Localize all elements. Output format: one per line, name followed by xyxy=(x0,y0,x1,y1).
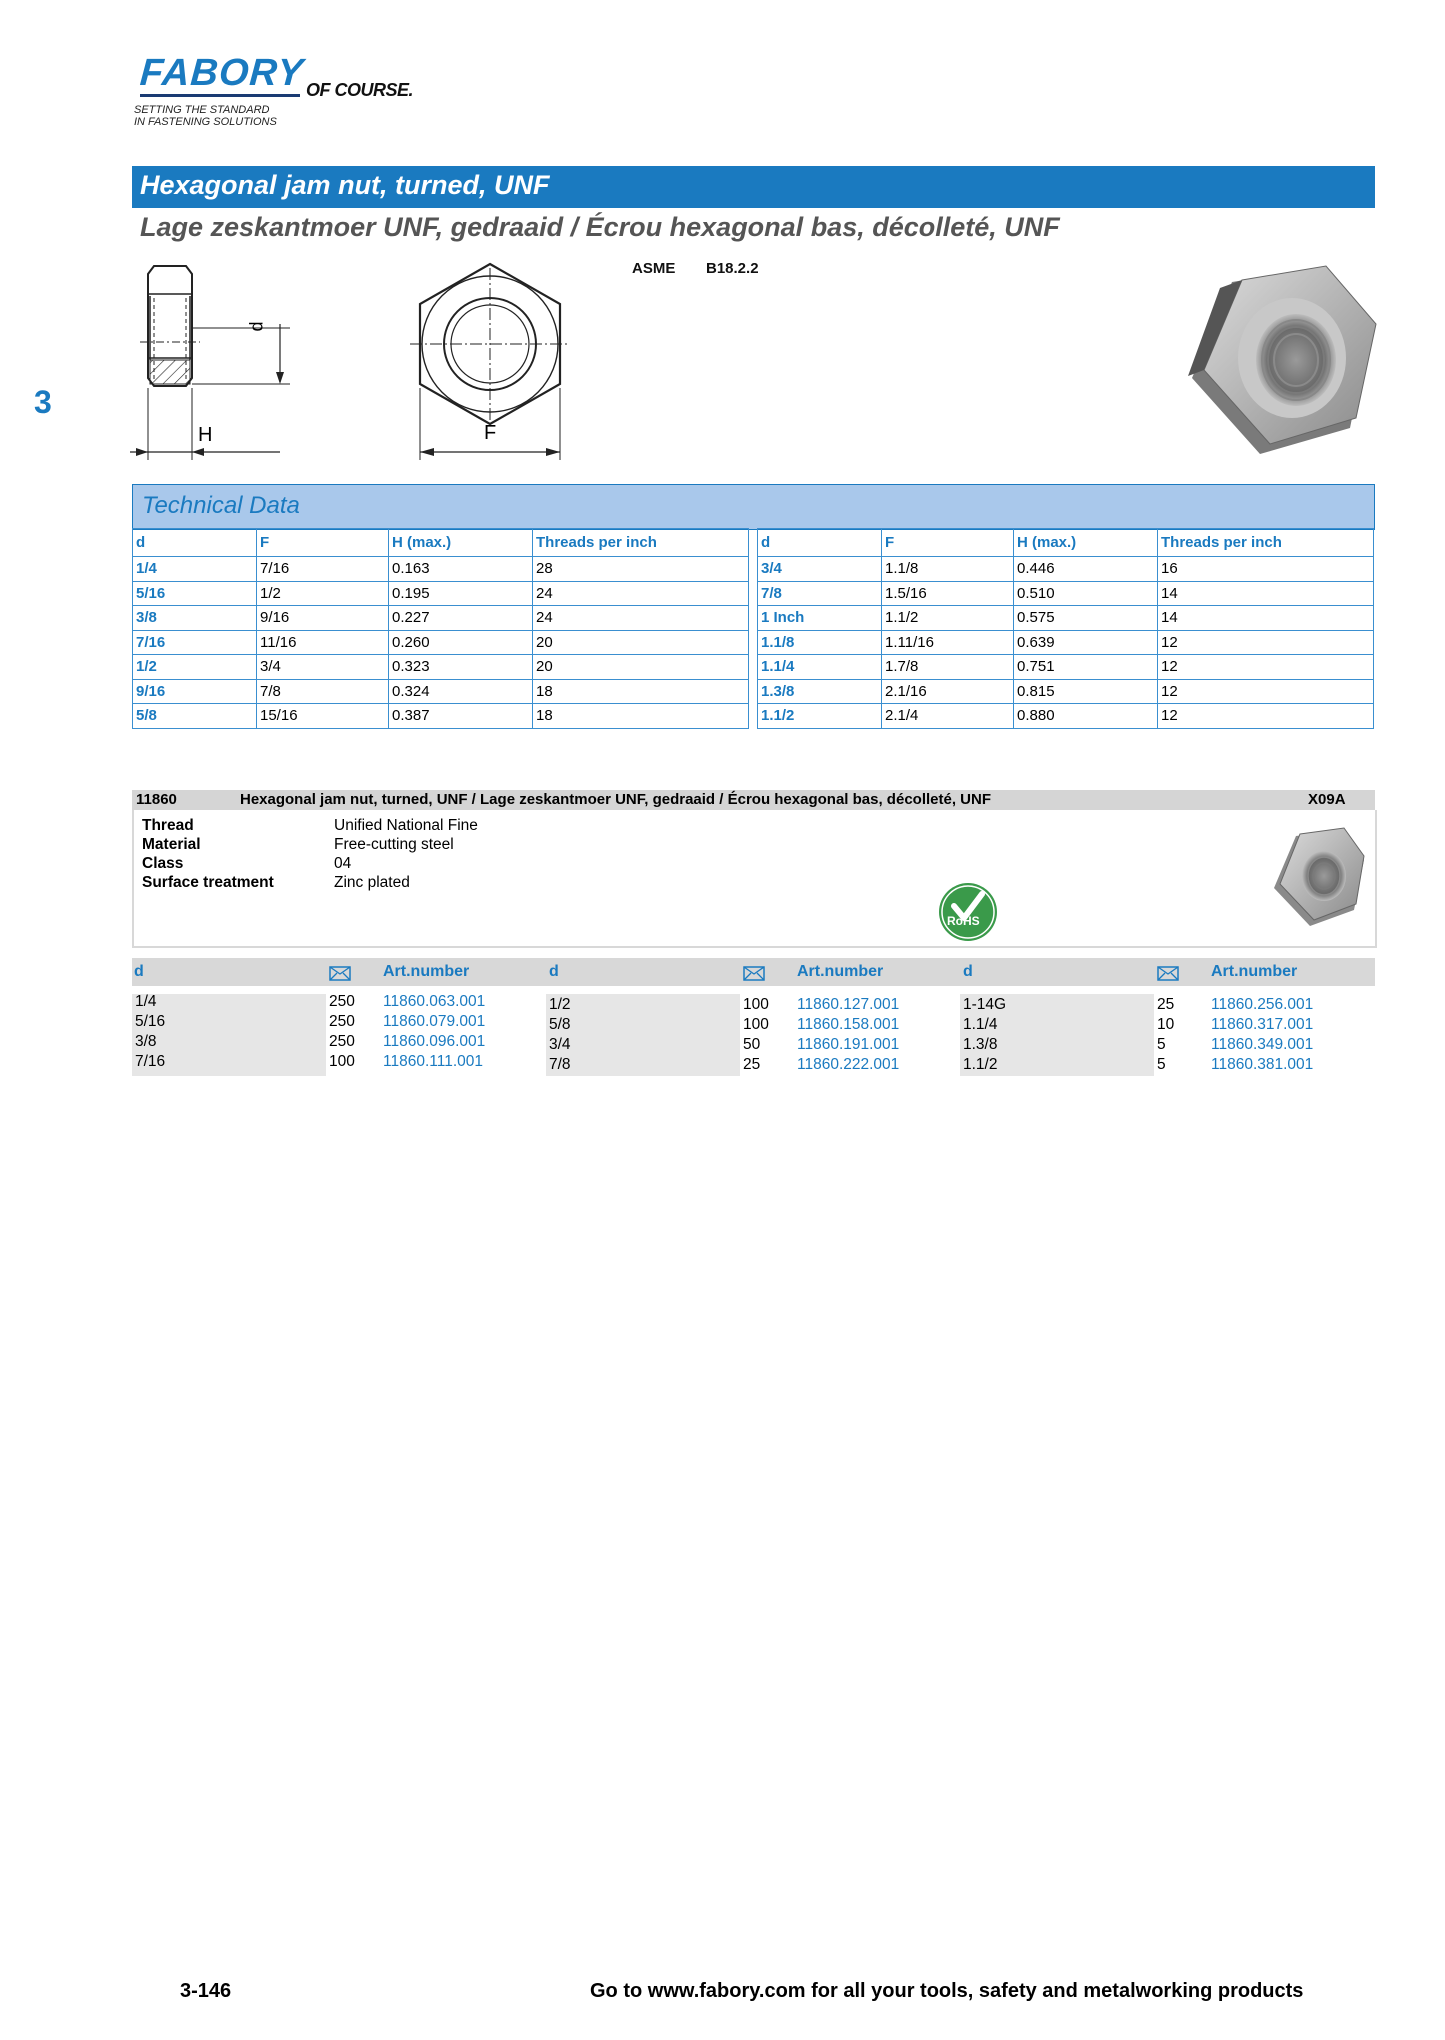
order-qty-value: 5 xyxy=(1157,1056,1166,1073)
standard-org: ASME xyxy=(632,260,676,277)
cell-d: 1 Inch xyxy=(758,606,882,631)
cell-h-max: 0.446 xyxy=(1014,557,1158,582)
order-header-art-number: Art.number xyxy=(797,963,884,980)
cell-d: 5/16 xyxy=(133,581,257,606)
cell-h-max: 0.880 xyxy=(1014,704,1158,729)
table-row xyxy=(758,630,1374,655)
rohs-badge-icon xyxy=(938,882,998,942)
cell-h-max: 0.639 xyxy=(1014,630,1158,655)
table-row xyxy=(133,557,749,582)
technical-data-title: Technical Data xyxy=(142,492,300,519)
order-d-value: 5/8 xyxy=(549,1016,571,1033)
order-qty-value: 100 xyxy=(743,996,769,1013)
cell-threads: 24 xyxy=(533,606,749,631)
cell-f: 2.1/4 xyxy=(882,704,1014,729)
brand-slogan: OF COURSE. xyxy=(306,80,414,100)
cell-f: 11/16 xyxy=(257,630,389,655)
order-qty-value: 25 xyxy=(743,1056,761,1073)
column-header-h-max: H (max.) xyxy=(1014,529,1158,557)
table-row xyxy=(133,679,749,704)
cell-f: 1.1/2 xyxy=(882,606,1014,631)
chapter-number: 3 xyxy=(34,384,52,420)
cell-threads: 20 xyxy=(533,655,749,680)
table-row xyxy=(133,581,749,606)
order-d-value: 7/8 xyxy=(549,1056,571,1073)
cell-threads: 14 xyxy=(1158,581,1374,606)
order-d-value: 1/4 xyxy=(135,993,157,1010)
cell-threads: 14 xyxy=(1158,606,1374,631)
table-row xyxy=(133,655,749,680)
order-d-value: 7/16 xyxy=(135,1053,166,1070)
cell-h-max: 0.227 xyxy=(389,606,533,631)
column-header-f: F xyxy=(882,529,1014,557)
table-row xyxy=(133,606,749,631)
column-header-h-max: H (max.) xyxy=(389,529,533,557)
cell-f: 3/4 xyxy=(257,655,389,680)
logo-underline xyxy=(140,94,300,97)
cell-f: 1.5/16 xyxy=(882,581,1014,606)
cell-threads: 12 xyxy=(1158,679,1374,704)
order-d-value: 1/2 xyxy=(549,996,571,1013)
dimension-label-h: H xyxy=(198,424,213,446)
cell-d: 7/16 xyxy=(133,630,257,655)
cell-d: 1.1/4 xyxy=(758,655,882,680)
spec-value-class: 04 xyxy=(334,855,352,872)
column-header-threads-per-inch: Threads per inch xyxy=(533,529,749,557)
cell-h-max: 0.510 xyxy=(1014,581,1158,606)
nut-product-image xyxy=(1180,258,1380,468)
order-art-number[interactable]: 11860.222.001 xyxy=(797,1056,900,1073)
cell-h-max: 0.163 xyxy=(389,557,533,582)
table-row xyxy=(758,606,1374,631)
cell-f: 1.1/8 xyxy=(882,557,1014,582)
cell-d: 1.1/2 xyxy=(758,704,882,729)
cell-d: 5/8 xyxy=(133,704,257,729)
order-art-number[interactable]: 11860.158.001 xyxy=(797,1016,900,1033)
cell-h-max: 0.387 xyxy=(389,704,533,729)
order-header-d: d xyxy=(549,963,559,980)
order-qty-value: 100 xyxy=(329,1053,355,1070)
cell-h-max: 0.815 xyxy=(1014,679,1158,704)
spec-labels xyxy=(142,817,274,893)
page-subtitle: Lage zeskantmoer UNF, gedraaid / Écrou hexagonal bas, décolleté, UNF xyxy=(140,212,1060,242)
cell-threads: 18 xyxy=(533,679,749,704)
cell-f: 1.11/16 xyxy=(882,630,1014,655)
order-qty-value: 250 xyxy=(329,993,355,1010)
order-art-number[interactable]: 11860.127.001 xyxy=(797,996,900,1013)
column-header-d: d xyxy=(758,529,882,557)
product-header-bar xyxy=(132,790,1375,810)
cell-threads: 24 xyxy=(533,581,749,606)
envelope-icon xyxy=(743,966,765,981)
cell-d: 1/2 xyxy=(133,655,257,680)
cell-h-max: 0.324 xyxy=(389,679,533,704)
dimension-label-f: F xyxy=(484,422,497,444)
order-d-value: 1-14G xyxy=(963,996,1007,1013)
cell-threads: 12 xyxy=(1158,704,1374,729)
spec-label-material: Material xyxy=(142,836,201,853)
order-d-value: 3/8 xyxy=(135,1033,157,1050)
page-number: 3-146 xyxy=(180,1980,232,2002)
order-art-number[interactable]: 11860.256.001 xyxy=(1211,996,1314,1013)
cell-d: 1.3/8 xyxy=(758,679,882,704)
cell-f: 15/16 xyxy=(257,704,389,729)
brand-logo: FABORY xyxy=(138,52,306,94)
table-header-row xyxy=(133,529,749,557)
tagline-line-2: IN FASTENING SOLUTIONS xyxy=(134,116,277,128)
order-qty-value: 25 xyxy=(1157,996,1175,1013)
order-header-art-number: Art.number xyxy=(1211,963,1298,980)
cell-d: 7/8 xyxy=(758,581,882,606)
cell-f: 9/16 xyxy=(257,606,389,631)
cell-threads: 12 xyxy=(1158,655,1374,680)
order-qty-value: 250 xyxy=(329,1033,355,1050)
order-art-number[interactable]: 11860.317.001 xyxy=(1211,1016,1314,1033)
cell-d: 3/4 xyxy=(758,557,882,582)
cell-h-max: 0.323 xyxy=(389,655,533,680)
cell-f: 7/8 xyxy=(257,679,389,704)
envelope-icon xyxy=(1157,966,1179,981)
order-qty-value: 5 xyxy=(1157,1036,1166,1053)
spec-value-material: Free-cutting steel xyxy=(334,836,454,853)
spec-label-class: Class xyxy=(142,855,184,872)
technical-data-header xyxy=(132,484,1375,530)
order-d-column-bg xyxy=(546,994,740,1076)
order-d-value: 3/4 xyxy=(549,1036,571,1053)
order-art-number[interactable]: 11860.349.001 xyxy=(1211,1036,1314,1053)
cell-threads: 12 xyxy=(1158,630,1374,655)
spec-values xyxy=(334,817,478,893)
order-art-number[interactable]: 11860.381.001 xyxy=(1211,1056,1314,1073)
column-header-f: F xyxy=(257,529,389,557)
rohs-badge-label: RoHS xyxy=(947,914,980,928)
table-row xyxy=(758,581,1374,606)
cell-d: 9/16 xyxy=(133,679,257,704)
cell-h-max: 0.751 xyxy=(1014,655,1158,680)
order-d-value: 1.1/2 xyxy=(963,1056,998,1073)
order-art-number[interactable]: 11860.096.001 xyxy=(383,1033,486,1050)
page-title: Hexagonal jam nut, turned, UNF xyxy=(140,170,550,200)
spec-value-surface-treatment: Zinc plated xyxy=(334,874,410,891)
cell-f: 2.1/16 xyxy=(882,679,1014,704)
order-qty-value: 10 xyxy=(1157,1016,1175,1033)
product-description: Hexagonal jam nut, turned, UNF / Lage zeskantmoer UNF, gedraaid / Écrou hexagonal bas, décolleté, UNF xyxy=(240,791,991,808)
cell-f: 7/16 xyxy=(257,557,389,582)
order-qty-value: 100 xyxy=(743,1016,769,1033)
table-row xyxy=(758,704,1374,729)
cell-threads: 28 xyxy=(533,557,749,582)
nut-thumbnail-image xyxy=(1270,826,1366,934)
envelope-icon xyxy=(329,966,351,981)
standard-code: B18.2.2 xyxy=(706,260,759,277)
cell-f: 1/2 xyxy=(257,581,389,606)
order-header-d: d xyxy=(963,963,973,980)
product-number: 11860 xyxy=(136,791,177,808)
cell-threads: 20 xyxy=(533,630,749,655)
product-details-box xyxy=(132,810,1377,948)
order-qty-value: 250 xyxy=(329,1013,355,1030)
cell-d: 3/8 xyxy=(133,606,257,631)
order-d-value: 1.3/8 xyxy=(963,1036,998,1053)
table-row xyxy=(133,630,749,655)
product-code: X09A xyxy=(1308,791,1346,808)
order-art-number[interactable]: 11860.063.001 xyxy=(383,993,486,1010)
brand-tagline xyxy=(134,104,277,128)
technical-data-table-left xyxy=(132,528,749,729)
cell-threads: 16 xyxy=(1158,557,1374,582)
footer-text: Go to www.fabory.com for all your tools, safety and metalworking products xyxy=(590,1980,1304,2002)
cell-threads: 18 xyxy=(533,704,749,729)
table-row xyxy=(133,704,749,729)
cell-h-max: 0.575 xyxy=(1014,606,1158,631)
cell-d: 1/4 xyxy=(133,557,257,582)
cell-h-max: 0.260 xyxy=(389,630,533,655)
table-header-row xyxy=(758,529,1374,557)
column-header-d: d xyxy=(133,529,257,557)
order-qty-value: 50 xyxy=(743,1036,761,1053)
cell-h-max: 0.195 xyxy=(389,581,533,606)
order-art-number[interactable]: 11860.111.001 xyxy=(383,1053,483,1070)
table-row xyxy=(758,679,1374,704)
order-art-number[interactable]: 11860.079.001 xyxy=(383,1013,486,1030)
order-d-value: 5/16 xyxy=(135,1013,166,1030)
order-d-value: 1.1/4 xyxy=(963,1016,998,1033)
order-header-art-number: Art.number xyxy=(383,963,470,980)
table-row xyxy=(758,655,1374,680)
technical-data-table-right xyxy=(757,528,1374,729)
cell-f: 1.7/8 xyxy=(882,655,1014,680)
dimension-label-d: d xyxy=(246,321,267,332)
order-art-number[interactable]: 11860.191.001 xyxy=(797,1036,900,1053)
column-header-threads-per-inch: Threads per inch xyxy=(1158,529,1374,557)
table-row xyxy=(758,557,1374,582)
spec-label-thread: Thread xyxy=(142,817,194,834)
spec-value-thread: Unified National Fine xyxy=(334,817,478,834)
spec-label-surface-treatment: Surface treatment xyxy=(142,874,274,891)
cell-d: 1.1/8 xyxy=(758,630,882,655)
order-header-d: d xyxy=(134,963,144,980)
tagline-line-1: SETTING THE STANDARD xyxy=(134,104,270,116)
